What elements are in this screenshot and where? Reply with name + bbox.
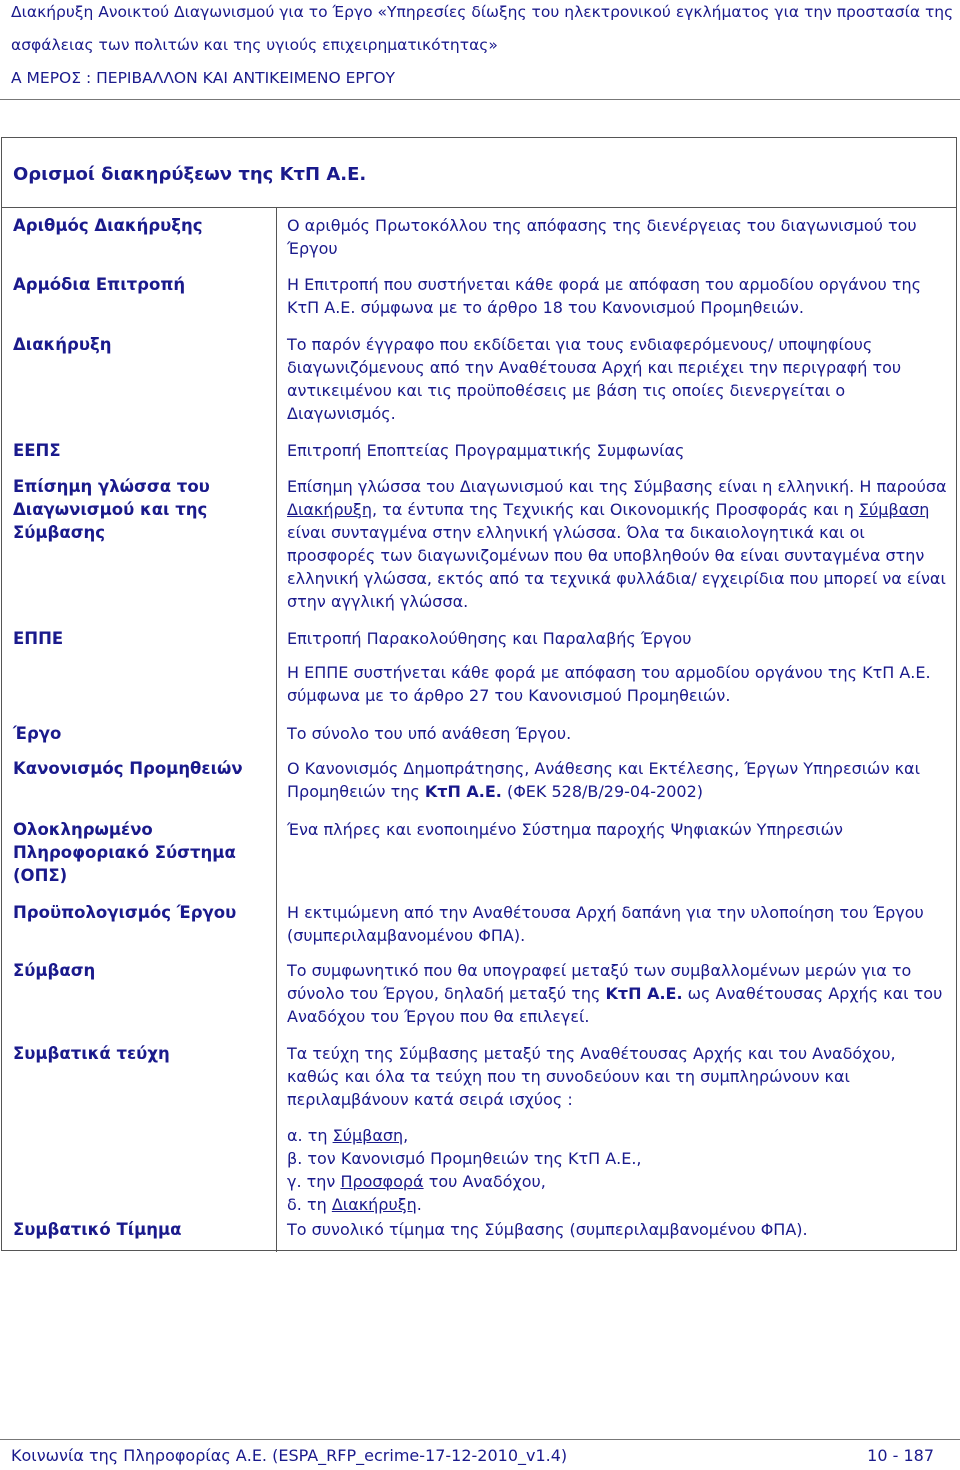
table-title: Ορισμοί διακηρύξεων της ΚτΠ Α.Ε. — [13, 164, 367, 185]
header-section: Α ΜΕΡΟΣ : ΠΕΡΙΒΑΛΛΟΝ ΚΑΙ ΑΝΤΙΚΕΙΜΕΝΟ ΕΡΓΟΥ — [11, 69, 396, 87]
definition-cell: Το συνολικό τίμημα της Σύμβασης (συμπεριλαμβανομένου ΦΠΑ). — [287, 1220, 808, 1239]
list-item — [287, 1193, 947, 1216]
term-cell: Επίσημη γλώσσα του Διαγωνισμού και της Σύμβασης — [13, 477, 210, 542]
definition-cell: Το παρόν έγγραφο που εκδίδεται για τους ενδιαφερόμενους/ υποψηφίους διαγωνιζόμενους από την Αναθέτουσα Αρχή και περιέχει την περιγραφή του αντικειμένου και τις προϋποθέσεις με βάση τις οποίες διενεργείται ο Διαγωνισμός. — [287, 335, 902, 423]
definition-cell: Η εκτιμώμενη από την Αναθέτουσα Αρχή δαπάνη για την υλοποίηση του Έργου (συμπεριλαμβανομένου ΦΠΑ). — [287, 903, 924, 945]
list-item-text: . — [416, 1195, 422, 1214]
list-item-text: δ. τη — [287, 1195, 332, 1214]
definition-cell: Επιτροπή Εποπτείας Προγραμματικής Συμφωνίας — [287, 441, 685, 460]
list-item-text: γ. την — [287, 1172, 341, 1191]
term-cell: Προϋπολογισμός Έργου — [13, 903, 237, 922]
definition-cell: Επιτροπή Παρακολούθησης και Παραλαβής Έργου — [287, 629, 692, 648]
column-divider — [276, 207, 277, 1252]
definition-bold: ΚτΠ Α.Ε. — [605, 984, 683, 1003]
definition-cell — [287, 959, 947, 1028]
definition-text: ως Αναθέτουσας Αρχής και του Αναδόχου του Έργου που θα επιλεγεί. — [287, 984, 943, 1026]
link-symvasi[interactable]: Σύμβαση — [332, 1126, 404, 1145]
term-cell: Κανονισμός Προμηθειών — [13, 759, 243, 778]
list-item-text: του Αναδόχου, — [423, 1172, 546, 1191]
definition-text: Ο Κανονισμός Δημοπράτησης, Ανάθεσης και Εκτέλεσης, Έργων Υπηρεσιών και Προμηθειών της — [287, 759, 920, 801]
term-cell: Ολοκληρωμένο Πληροφοριακό Σύστημα (ΟΠΣ) — [13, 820, 236, 885]
list-item — [287, 1170, 947, 1193]
term-cell: Αριθμός Διακήρυξης — [13, 216, 203, 235]
term-cell: Συμβατικά τεύχη — [13, 1044, 170, 1063]
term-cell: Έργο — [13, 724, 62, 743]
definition-cell: Τα τεύχη της Σύμβασης μεταξύ της Αναθέτουσας Αρχής και του Αναδόχου, καθώς και όλα τα τεύχη που τη συνοδεύουν και τη συμπληρώνουν και περιλαμβάνουν κατά σειρά ισχύος : — [287, 1044, 896, 1109]
definition-text: , τα έντυπα της Τεχνικής και Οικονομικής Προσφοράς και η — [371, 500, 859, 519]
header-title-line-1: Διακήρυξη Ανοικτού Διαγωνισμού για το Έργο «Υπηρεσίες δίωξης του ηλεκτρονικού εγκλήματος για την προστασία της — [11, 3, 954, 21]
link-diakiryxi[interactable]: Διακήρυξη — [287, 500, 372, 519]
definition-cell: Το σύνολο του υπό ανάθεση Έργου. — [287, 724, 572, 743]
link-symvasi[interactable]: Σύμβαση — [858, 500, 930, 519]
term-cell: Συμβατικό Τίμημα — [13, 1220, 182, 1239]
definition-text: είναι συνταγμένα στην ελληνική γλώσσα. Όλα τα δικαιολογητικά και οι προσφορές των διαγωνιζομένων που θα υποβληθούν θα είναι συνταγμένα στην ελληνική γλώσσα, εκτός από τα τεχνικά φυλλάδια/ εγχειρίδια που μπορεί να είναι στην αγγλική γλώσσα. — [287, 523, 946, 611]
term-cell: ΕΠΠΕ — [13, 629, 64, 648]
definitions-table — [1, 137, 957, 1251]
definition-cell — [287, 757, 947, 803]
list-item-text: α. τη — [287, 1126, 333, 1145]
definition-cell: Η Επιτροπή που συστήνεται κάθε φορά με απόφαση του αρμοδίου οργάνου της ΚτΠ Α.Ε. σύμφωνα με το άρθρο 18 του Κανονισμού Προμηθειών. — [287, 275, 922, 317]
definition-cell: Ένα πλήρες και ενοποιημένο Σύστημα παροχής Ψηφιακών Υπηρεσιών — [287, 820, 843, 839]
header-title-line-2: ασφάλειας των πολιτών και της υγιούς επιχειρηματικότητας» — [11, 36, 498, 54]
term-cell: Αρμόδια Επιτροπή — [13, 275, 186, 294]
footer-rule — [0, 1439, 960, 1440]
page-number: 10 - 187 — [867, 1446, 934, 1465]
definition-text: Επίσημη γλώσσα του Διαγωνισμού και της Σύμβασης είναι η ελληνική. Η παρούσα — [287, 477, 947, 496]
definition-text: (ΦΕΚ 528/Β/29-04-2002) — [501, 782, 704, 801]
term-cell: Διακήρυξη — [13, 335, 112, 354]
list-item — [287, 1147, 947, 1170]
table-title-row — [2, 138, 956, 208]
definition-text: Το συμφωνητικό που θα υπογραφεί μεταξύ των συμβαλλομένων μερών για το σύνολο του Έργου, δηλαδή μεταξύ της — [287, 961, 912, 1003]
term-cell: Σύμβαση — [13, 961, 96, 980]
list-item-text: , — [403, 1126, 409, 1145]
list-item-text: β. τον Κανονισμό Προμηθειών της ΚτΠ Α.Ε., — [287, 1149, 642, 1168]
definition-cell-2: Η ΕΠΠΕ συστήνεται κάθε φορά με απόφαση του αρμοδίου οργάνου της ΚτΠ Α.Ε. σύμφωνα με το άρθρο 27 του Κανονισμού Προμηθειών. — [287, 663, 931, 705]
term-cell: ΕΕΠΣ — [13, 441, 61, 460]
list-item — [287, 1124, 947, 1147]
definition-bold: ΚτΠ Α.Ε. — [424, 782, 502, 801]
header-rule — [0, 99, 960, 100]
definition-cell: Ο αριθμός Πρωτοκόλλου της απόφασης της διενέργειας του διαγωνισμού του Έργου — [287, 216, 917, 258]
link-diakiryxi[interactable]: Διακήρυξη — [331, 1195, 417, 1214]
definition-cell — [287, 475, 947, 613]
link-prosfora[interactable]: Προσφορά — [340, 1172, 424, 1191]
footer-document-id: Κοινωνία της Πληροφορίας Α.Ε. (ESPA_RFP_ecrime-17-12-2010_v1.4) — [11, 1446, 568, 1465]
